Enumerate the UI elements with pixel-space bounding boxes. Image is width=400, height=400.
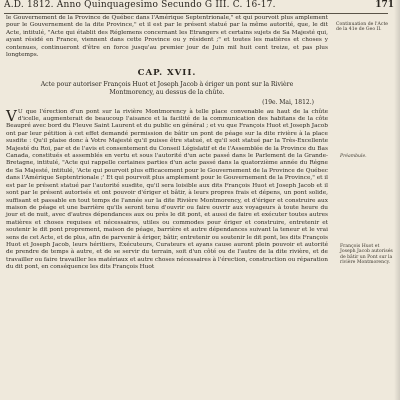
drop-cap: V [6,106,17,125]
running-head: A.D. 1812. Anno Quinquagesimo Secundo G III. C. 16-17. [4,0,276,10]
page-number: 171 [375,0,394,10]
chapter-heading: CAP. XVII. [137,68,197,79]
preamble-paragraph [6,106,328,272]
preamble-text: U que l'érection d'un pont sur la rivière Montmorency à telle place convenable au haut de la chûte d'icelle, augmenterait de beaucoup l'aisance et la facilité de la communication des habitans de la côte Beaupré avec bord du Fleuve Saint Laurent et du public en général ; et vu que François Huot et Joseph Jacob ont par leur pétition à cet effet demandé permission de bâtir un pont de péage sur la dite rivière à la place susdite : Qu'il plaise donc à Votre Majesté qu'il puisse être statué, et qu'il soit statué par la Très-Excellente Majesté du Roi, par et de l'avis et consentement du Conseil Législatif et de l'Assemblée de la Province du Bas Canada, constitués et assemblés en vertu et sous l'autorité d'un acte passé dans le Parlement de la Grande-Bretagne, intitulé, "Acte qui rappelle certaines parties d'un acte passé dans la quatorzième année du Régne de Sa Majesté, intitulé, 'Acte qui pourvoit plus efficacement pour le Gouvernement de la Province de Québec dans l'Amérique Septentrionale ;' Et qui pourvoit plus amplement pour le Gouvernement de la Province," et il est par le présent statué par l'autorité susdite, qu'il sera loisible aux dits François Huot et Joseph Jacob et il sont par le présent autorisés et ont pouvoir d'ériger et bâtir, à leurs propres frais et dépens, un pont solide, suffisant et passable en tout temps de l'année sur la dite Rivière Montmorency, et d'ériger et construire aux maison de péage et une barrière qu'ils seront tenu d'ouvrir ou faire ouvrir aux voyageurs à toute heure du jour et de nuit, avec d'autres dépendances aux ou près le dit pont, et aussi de faire et exécuter toutes autres matières et choses requises et nécessaires, utiles ou commodes pour ériger et construire, entretenir et soutenir le dit pont proprement, maison de péage, barrière et autre dépendances suivant la teneur et le vrai sens de cet Acte, et de plus, afin de parvenir à ériger, bâtir, entretenir ou soutenir le dit pont, les dits François Huot et Joseph Jacob, leurs héritiers, Exécuteurs, Curateurs et ayans cause auront plein pouvoir et autorité de prendre de temps à autre, et de se servir du terrain, soit d'un côté ou de l'autre de la dite rivière, et de travailler ou faire travailler les matériaux et autre choses nécessaires à l'érection, construction ou réparation du dit pont, en conséquence les dits François Huot [6,108,328,271]
margin-note-preamble: Préambule. [340,154,367,159]
page-edge-shadow [394,0,400,400]
margin-note-authorization: François Huot et Joseph Jacob autorisés de bâtir un Pont sur la rivière Montmorency. [340,244,393,266]
header-rule [4,13,388,14]
document-body [6,15,328,272]
page-header [4,0,396,11]
sanction-date: (19e. Mai, 1812.) [262,98,314,106]
continuation-paragraph: le Gouvernement de la Province de Québec dans l'Amérique Septentrionale," et qui pourvoit plus amplement pour le Gouvernement de la dite Province," et il est par le présent statué par la même autorité, que, le dit Acte, intitulé, "Acte qui établit des Réglemens concernant les Etrangers et certains sujets de Sa Majesté qui, ayant résidé en France, viennent dans cette Province ou y résident ;" et toutes les matières et choses y contenues, continueront d'être en force jusqu'au premier jour de Juin mil huit cent treize, et pas plus longtemps. [6,15,328,59]
margin-note-continuation: Continuation de l'Acte de la 41e de Geo II. [336,22,389,33]
act-title: Acte pour autoriser François Huot et Joseph Jacob à ériger un pont sur la Rivière Montmorency, au dessus de la chûte. [40,81,294,97]
